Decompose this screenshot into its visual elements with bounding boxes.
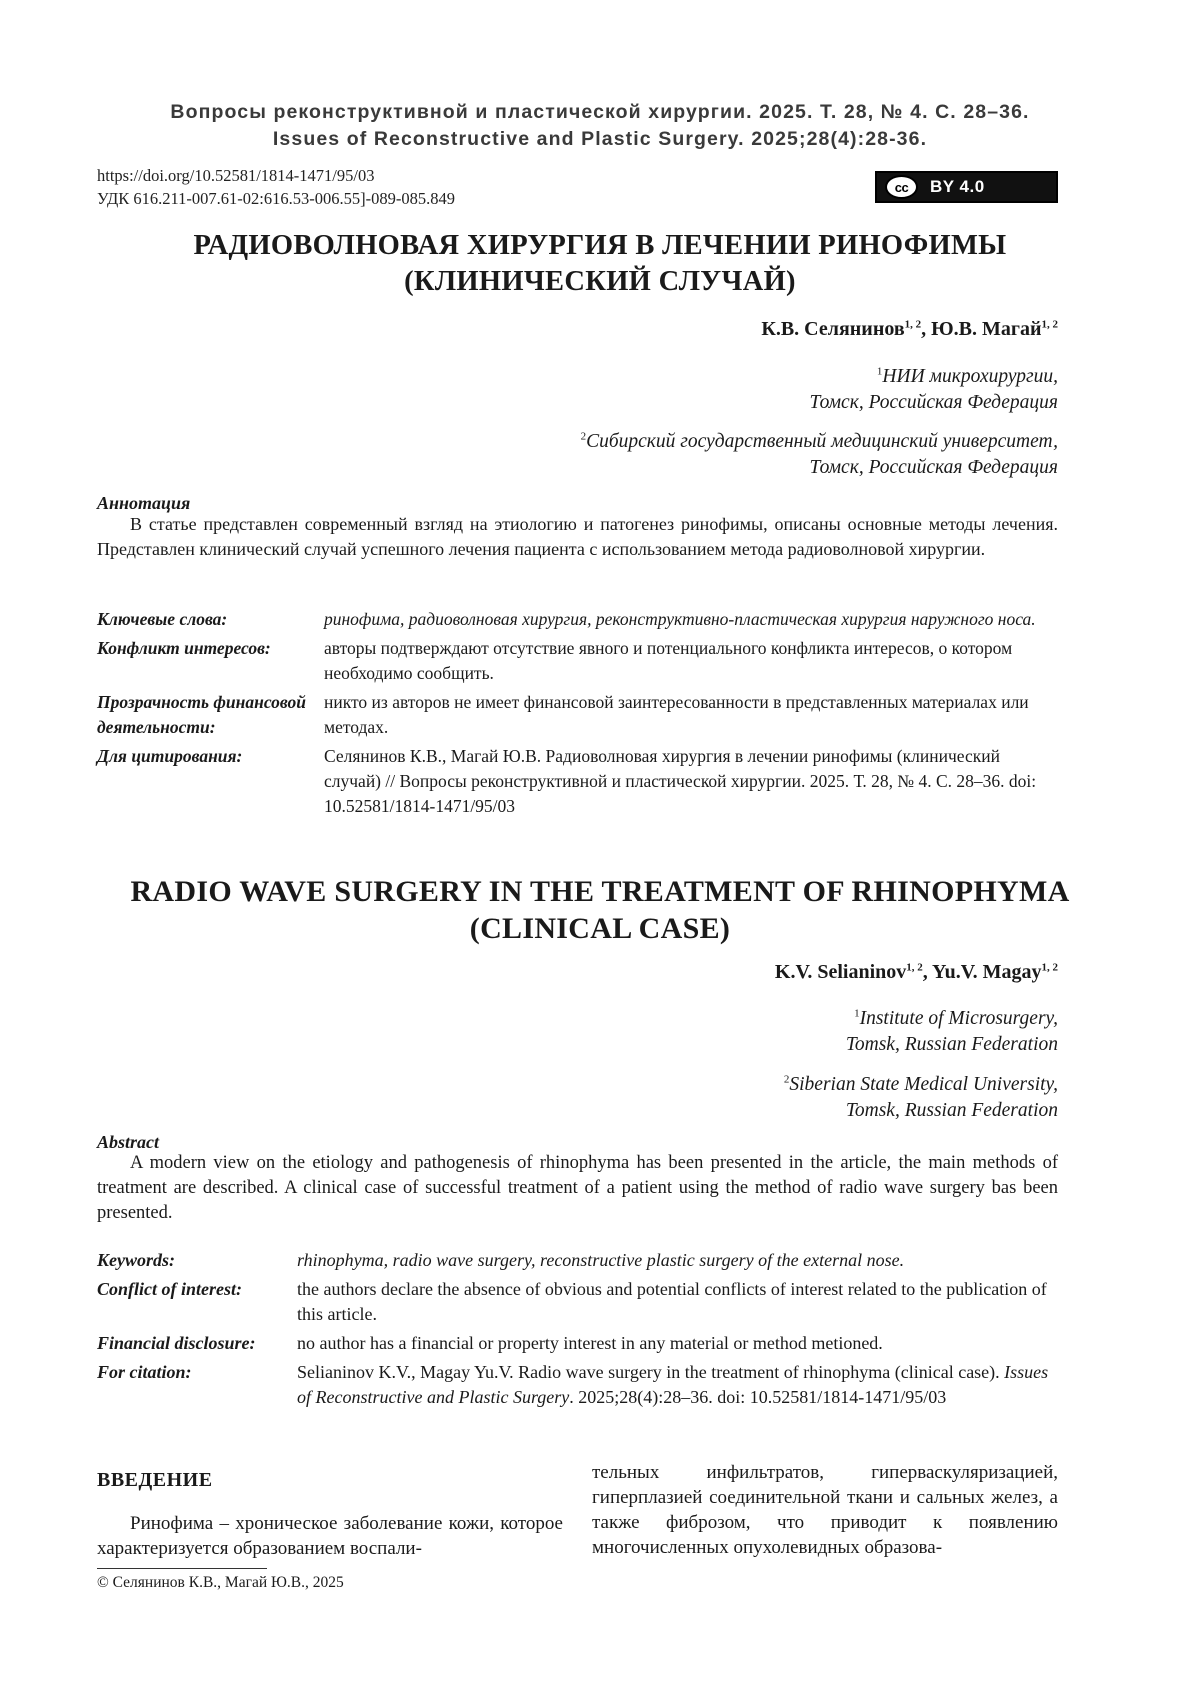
ru-citation-label: Для цитирования: — [97, 746, 243, 766]
footnote-divider — [97, 1568, 267, 1569]
ru-affiliation-2 — [581, 429, 1058, 481]
en-conflict-label: Conflict of interest: — [97, 1279, 242, 1299]
en-citation-post: . 2025;28(4):28–36. doi: 10.52581/1814-1471/95/03 — [569, 1387, 947, 1407]
ru-affil-2-marker: 2 — [580, 430, 587, 443]
ru-conflict-label: Конфликт интересов: — [97, 638, 271, 658]
en-abstract-text: A modern view on the etiology and pathogenesis of rhinophyma has been presented in the article, the main methods of treatment are described. A clinical case of successful treatment of a patient using the method of radio wave surgery bas been presented. — [97, 1153, 1058, 1223]
copyright-notice: © Селянинов К.В., Магай Ю.В., 2025 — [97, 1574, 344, 1591]
ru-title-line-2: (КЛИНИЧЕСКИЙ СЛУЧАЙ) — [404, 266, 796, 297]
intro-right-column: тельных инфильтратов, гиперваскуляризацией, гиперплазией соединительной ткани и сальных желез, а также фиброзом, что приводит к появлению многочисленных опухолевидных образова- — [592, 1462, 1058, 1558]
ru-affil-2-line1: Сибирский государственный медицинский университет, — [586, 431, 1058, 452]
cc-icon: cc — [885, 175, 918, 199]
ru-author-1: К.В. Селянинов — [761, 318, 905, 340]
ru-metadata-block — [97, 607, 1058, 819]
en-metadata-block — [97, 1248, 1058, 1410]
intro-heading: ВВЕДЕНИЕ — [97, 1469, 213, 1491]
en-affil-2-line2: Tomsk, Russian Federation — [845, 1100, 1058, 1121]
en-author-1-affil: 1, 2 — [906, 961, 923, 974]
en-keywords-value: rhinophyma, radio wave surgery, reconstructive plastic surgery of the external nose. — [297, 1250, 905, 1270]
ru-author-1-affil: 1, 2 — [904, 318, 922, 331]
journal-header-en: Issues of Reconstructive and Plastic Surgery. 2025;28(4):28-36. — [272, 128, 928, 150]
ru-affil-1-line1: НИИ микрохирургии, — [882, 366, 1058, 387]
en-abstract-heading: Abstract — [97, 1132, 160, 1152]
en-citation-journal: Issues of Reconstructive and Plastic Surgery — [297, 1362, 1049, 1407]
en-keywords-label: Keywords: — [97, 1250, 175, 1270]
ru-author-2-affil: 1, 2 — [1041, 318, 1058, 331]
en-citation-pre: Selianinov K.V., Magay Yu.V. Radio wave surgery in the treatment of rhinophyma (clinical case). — [297, 1362, 1005, 1382]
ru-conflict-value: авторы подтверждают отсутствие явного и потенциального конфликта интересов, о котором необходимо сообщить. — [324, 638, 1013, 683]
en-title-line-1: RADIO WAVE SURGERY IN THE TREATMENT OF RHINOPHYMA — [130, 875, 1070, 908]
en-conflict-value: the authors declare the absence of obvious and potential conflicts of interest related to the publication of this article. — [297, 1279, 1047, 1324]
en-affil-2-marker: 2 — [783, 1073, 790, 1086]
en-finance-label: Financial disclosure: — [97, 1333, 256, 1353]
en-affil-1-marker: 1 — [854, 1007, 860, 1020]
ru-keywords-label: Ключевые слова: — [97, 609, 228, 629]
udk-code: УДК 616.211-007.61-02:616.53-006.55]-089-085.849 — [97, 189, 455, 208]
intro-left-column: Ринофима – хроническое заболевание кожи, которое характеризуется образованием воспали- — [97, 1513, 563, 1559]
en-affil-2-line1: Siberian State Medical University, — [789, 1074, 1058, 1095]
ru-author-2: Ю.В. Магай — [931, 318, 1042, 340]
ru-keywords-value: ринофима, радиоволновая хирургия, реконструктивно-пластическая хирургия наружного носа. — [324, 609, 1036, 629]
ru-title-line-1: РАДИОВОЛНОВАЯ ХИРУРГИЯ В ЛЕЧЕНИИ РИНОФИМЫ — [193, 230, 1007, 261]
en-title-line-2: (CLINICAL CASE) — [469, 912, 731, 945]
en-affiliation-1 — [846, 1006, 1058, 1058]
en-title — [80, 873, 1120, 947]
doi-link[interactable]: https://doi.org/10.52581/1814-1471/95/03 — [97, 166, 375, 185]
en-author-1: K.V. Selianinov — [774, 961, 907, 983]
en-affil-1-line2: Tomsk, Russian Federation — [845, 1034, 1058, 1055]
journal-header-ru: Вопросы реконструктивной и пластической хирургии. 2025. Т. 28, № 4. С. 28–36. — [170, 101, 1030, 123]
en-affiliation-2 — [784, 1072, 1058, 1124]
ru-abstract-text: В статье представлен современный взгляд на этиологию и патогенез ринофимы, описаны основные методы лечения. Представлен клинический случай успешного лечения пациента с использованием метода радиоволновой хирургии. — [97, 514, 1058, 559]
en-citation-label: For citation: — [97, 1362, 192, 1382]
en-finance-value: no author has a financial or property interest in any material or method metioned. — [297, 1333, 883, 1353]
ru-finance-label: Прозрачность финансовой деятельности: — [97, 692, 306, 737]
en-affil-1-line1: Institute of Microsurgery, — [859, 1008, 1058, 1029]
en-author-2: Yu.V. Magay — [932, 961, 1042, 983]
ru-affil-1-marker: 1 — [876, 365, 883, 378]
ru-title — [80, 228, 1120, 300]
ru-abstract-heading: Аннотация — [97, 493, 191, 513]
ru-finance-value: никто из авторов не имеет финансовой заинтересованности в представленных материалах или методах. — [324, 692, 1029, 737]
en-author-2-affil: 1, 2 — [1041, 961, 1058, 974]
ru-authors: К.В. Селянинов$^{1, 2}$, Ю.В. Магай$^{1, 2}$ — [761, 318, 1058, 340]
en-citation-value — [297, 1360, 1058, 1410]
license-text: BY 4.0 — [930, 177, 985, 196]
ru-affiliation-1 — [809, 364, 1058, 416]
en-authors: K.V. Selianinov$^{1, 2}$, Yu.V. Magay$^{1, 2}$ — [774, 961, 1058, 983]
ru-affil-2-line2: Томск, Российская Федерация — [809, 457, 1058, 478]
ru-affil-1-line2: Томск, Российская Федерация — [809, 392, 1058, 413]
ru-citation-value: Селянинов К.В., Магай Ю.В. Радиоволновая хирургия в лечении ринофимы (клинический случай) // Вопросы реконструктивной и пластической хирургии. 2025. Т. 28, № 4. С. 28–36. doi: 10.52581/1814-1471/95/03 — [324, 746, 1037, 816]
license-badge[interactable] — [875, 171, 1058, 203]
